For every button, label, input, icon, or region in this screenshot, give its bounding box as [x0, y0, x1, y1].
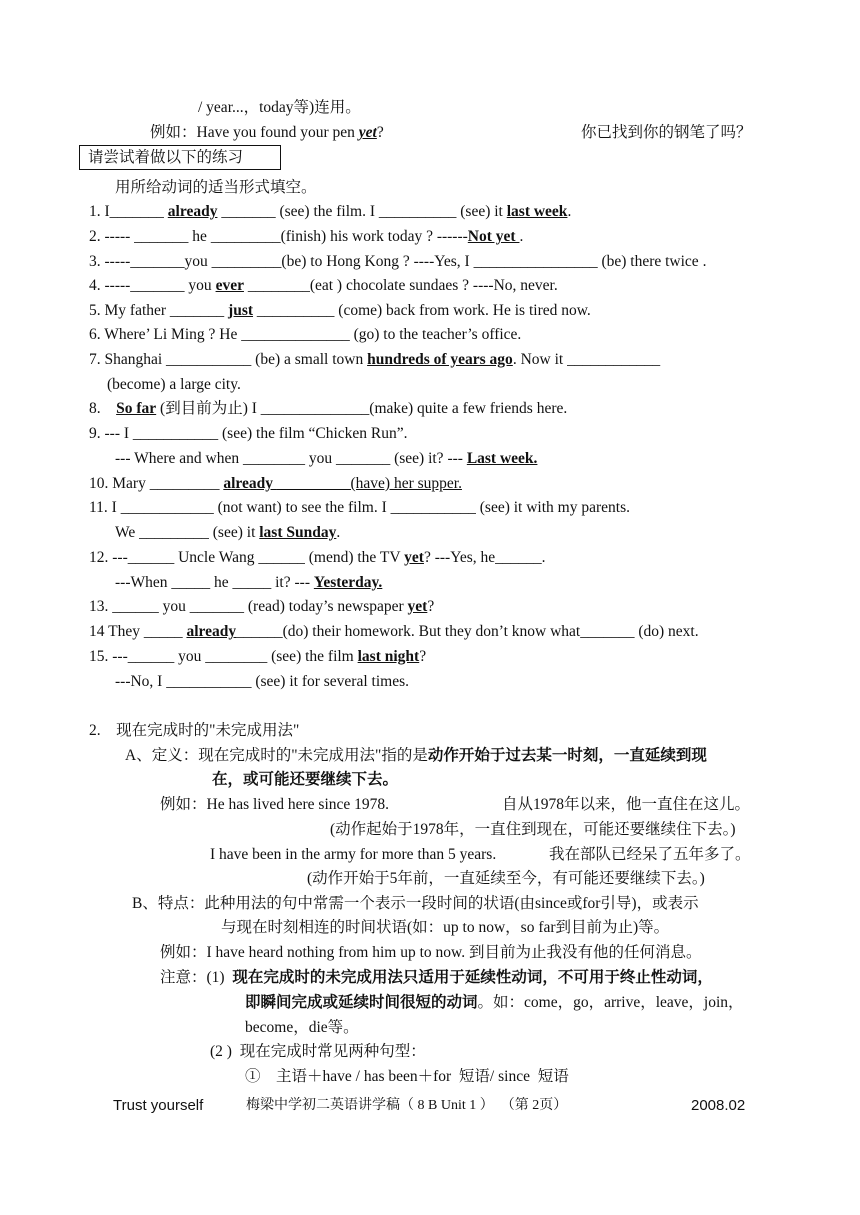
exercise-keyword: just [228, 302, 254, 319]
exercise-2 [89, 228, 523, 247]
exercise-keyword: already [223, 475, 277, 492]
example-keyword: yet [358, 124, 377, 141]
exercise-text: . [519, 228, 524, 245]
exercise-text: __________ (come) back from work. He is tired now. [253, 302, 591, 319]
exercise-10 [89, 475, 462, 494]
exercise-text: 6. Where’ Li Ming ? He ______________ (go) to the teacher’s office. [89, 326, 522, 343]
exercise-7 [89, 351, 660, 370]
exercise-keyword: yet [407, 598, 428, 615]
example-1 [160, 796, 389, 815]
feature-b-cont: 与现在时刻相连的时间状语(如：up to now，so far到目前为止)等。 [221, 919, 670, 936]
practice-box-label: 请尝试着做以下的练习 [88, 149, 244, 166]
exercise-text: ---No, I ___________ (see) it for several times. [115, 673, 409, 690]
exercise-text: (become) a large city. [107, 376, 241, 393]
exercise-text: 11. I ____________ (not want) to see the film. I ___________ (see) it with my parents. [89, 499, 630, 516]
exercise-9-cont [115, 450, 537, 469]
exercise-text: 15. ---______ you ________ (see) the film [89, 648, 358, 665]
exercise-keyword: Last week. [466, 450, 538, 467]
example-1-translation: 自从1978年以来，他一直住在这儿。 [502, 796, 751, 813]
feature-b: B、特点：此种用法的句中常需一个表示一段时间的状语(由since或for引导)，或表示 [132, 895, 699, 912]
definition-a-cont: 在，或可能还要继续下去。 [212, 771, 399, 788]
exercise-text: 3. -----_______you _________(be) to Hong Kong ? ----Yes, I ________________ (be) there twice . [89, 253, 707, 270]
example-2: I have been in the army for more than 5 years. [210, 846, 497, 863]
exercise-3 [89, 253, 706, 272]
exercise-12 [89, 549, 546, 568]
practice-box [79, 145, 281, 170]
definition-a [125, 747, 707, 766]
example-1-note: (动作起始于1978年，一直住到现在，可能还要继续住下去。) [330, 821, 736, 838]
exercise-text: 10. Mary _________ [89, 475, 224, 492]
exercise-keyword: last Sunday [259, 524, 337, 541]
intro-example-translation: 你已找到你的钢笔了吗？ [581, 124, 752, 141]
exercise-text: 13. ______ you _______ (read) today’s newspaper [89, 598, 408, 615]
exercise-text: 2. ----- _______ he _________(finish) his work today ? ------ [89, 228, 468, 245]
note-text: 。如：come，go，arrive，leave，join， [477, 994, 744, 1011]
exercise-5 [89, 302, 591, 321]
exercise-14 [89, 623, 699, 642]
exercise-text: 14 They _____ [89, 623, 187, 640]
intro-example [150, 124, 384, 143]
note-emphasis: 即瞬间完成或延续时间很短的动词 [245, 994, 478, 1011]
exercise-keyword: last week [506, 203, 568, 220]
definition-emphasis: 动作开始于过去某一时刻，一直延续到现 [427, 747, 707, 764]
exercise-keyword: already [186, 623, 237, 640]
example-punct: ? [376, 124, 384, 141]
exercise-text: _______ (see) the film. I __________ (see) it [217, 203, 507, 220]
footer-title: 梅梁中学初二英语讲学稿（ 8 B Unit 1 ） （第 2页） [246, 1098, 568, 1113]
note-2: (2 ) 现在完成时常见两种句型： [210, 1043, 426, 1060]
exercise-text: 4. -----_______ you [89, 277, 216, 294]
exercise-text: 5. My father _______ [89, 302, 229, 319]
exercise-text: . [567, 203, 572, 220]
exercise-keyword: hundreds of years ago [367, 351, 513, 368]
exercise-8 [89, 400, 567, 419]
exercise-text: 8. [89, 400, 117, 417]
section-heading: 2. 现在完成时的"未完成用法" [89, 722, 300, 739]
example-label: 例如： [150, 124, 197, 141]
example-3: 例如：I have heard nothing from him up to now. 到目前为止我没有他的任何消息。 [160, 944, 702, 961]
exercise-text: (到目前为止) I ______________(make) quite a few friends here. [156, 400, 568, 417]
exercise-9 [89, 425, 408, 444]
example-en: He has lived here since 1978. [206, 796, 390, 813]
exercise-keyword: already [167, 203, 218, 220]
note-1-cont [245, 994, 744, 1013]
exercise-13 [89, 598, 434, 617]
exercise-text: --- Where and when ________ you _______ (see) it? --- [115, 450, 467, 467]
exercise-text: 1. I_______ [89, 203, 168, 220]
exercise-1 [89, 203, 571, 222]
exercise-keyword: yet [404, 549, 424, 566]
example-2-translation: 我在部队已经呆了五年多了。 [549, 846, 751, 863]
instruction: 用所给动词的适当形式填空。 [115, 179, 317, 196]
exercise-15 [89, 648, 426, 667]
note-1 [160, 969, 713, 988]
exercise-12-cont [115, 574, 382, 593]
definition-text: A、定义：现在完成时的"未完成用法"指的是 [125, 747, 428, 764]
exercise-keyword: So far [116, 400, 157, 417]
pattern-1: ① 主语＋have / has been＋for 短语/ since 短语 [245, 1068, 569, 1085]
example-en: Have you found your pen [196, 124, 359, 141]
intro-line: / year...，today等)连用。 [198, 99, 361, 116]
exercise-keyword: last night [357, 648, 420, 665]
exercise-keyword: ever [215, 277, 244, 294]
exercise-text: ---When _____ he _____ it? --- [115, 574, 314, 591]
exercise-15-cont [115, 673, 409, 692]
exercise-11 [89, 499, 630, 518]
exercise-text: 7. Shanghai ___________ (be) a small town [89, 351, 368, 368]
exercise-text: _________ (have) her supper. [276, 475, 462, 492]
exercise-keyword: Not yet [467, 228, 520, 245]
exercise-text: ______(do) their homework. But they don’t know what_______ (do) next. [236, 623, 699, 640]
exercise-text: ? [427, 598, 435, 615]
exercise-text: . [336, 524, 341, 541]
note-1-end: become，die等。 [245, 1019, 359, 1036]
exercise-text: ? ---Yes, he______. [423, 549, 546, 566]
exercise-text: 9. --- I ___________ (see) the film “Chicken Run”. [89, 425, 408, 442]
exercise-4 [89, 277, 558, 296]
exercise-text: ________(eat ) chocolate sundaes ? ----No, never. [243, 277, 558, 294]
exercise-7-cont [107, 376, 241, 395]
exercise-keyword: Yesterday. [313, 574, 383, 591]
exercise-text: 12. ---______ Uncle Wang ______ (mend) the TV [89, 549, 405, 566]
exercise-text: We _________ (see) it [115, 524, 260, 541]
exercise-text: ? [419, 648, 427, 665]
example-label: 例如： [160, 796, 207, 813]
note-label: 注意：(1) [160, 969, 233, 986]
exercise-6 [89, 326, 521, 345]
exercise-11-cont [115, 524, 340, 543]
footer-date: 2008.02 [691, 1097, 746, 1114]
footer-motto: Trust yourself [113, 1097, 204, 1114]
exercise-text: . Now it ____________ [512, 351, 661, 368]
note-emphasis: 现在完成时的未完成用法只适用于延续性动词，不可用于终止性动词， [232, 969, 713, 986]
example-2-note: (动作开始于5年前，一直延续至今，有可能还要继续下去。) [307, 870, 705, 887]
